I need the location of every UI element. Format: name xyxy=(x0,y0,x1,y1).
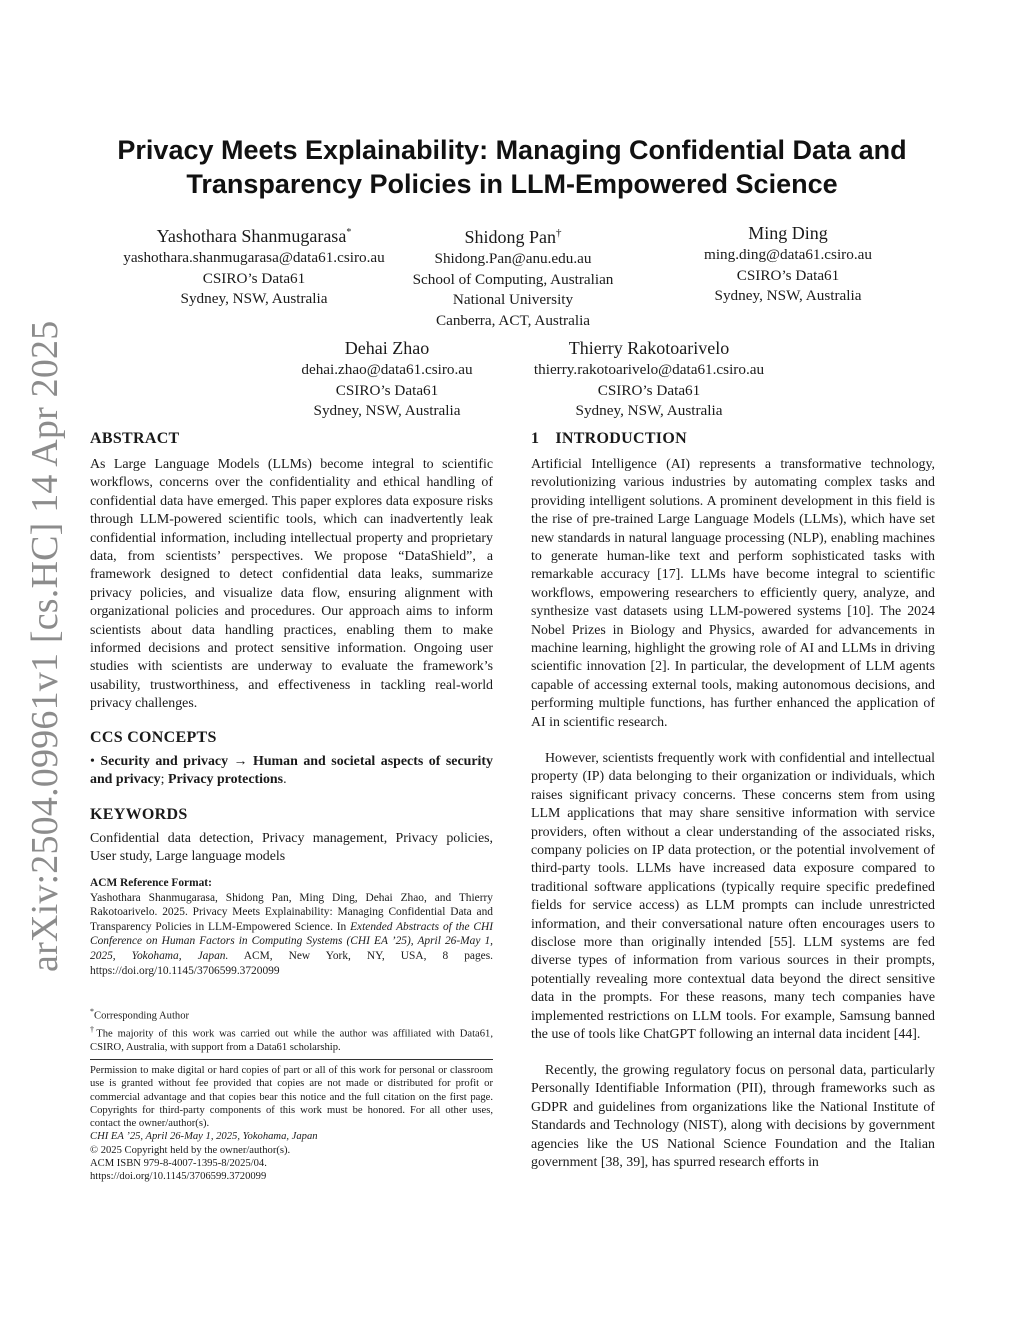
author-location: Canberra, ACT, Australia xyxy=(435,311,591,329)
author-block xyxy=(510,336,788,422)
author-email: ming.ding@data61.csiro.au xyxy=(704,246,872,263)
author-block xyxy=(262,336,512,422)
author-mark: * xyxy=(346,227,352,238)
section-title: INTRODUCTION xyxy=(555,430,687,447)
ccs-concept: Security and privacy xyxy=(100,754,229,769)
ccs-arrow: → xyxy=(233,754,248,769)
abstract-text: As Large Language Models (LLMs) become integral to scientific workflows, concerns over the confidentiality and ethical handling of confidential data have emerged. This paper explores data exposure risks through LLM-powered scientific tools, which can inadvertently leak confidential information, including intellectual property and proprietary data, from scientists’ perspectives. We propose “DataShield”, a framework designed to detect confidential data leaks, summarize privacy policies, and visualize data flow, ensuring alignment with organizational policies and procedures. Our approach aims to inform scientists about data handling practices, enabling them to make informed decisions and protect sensitive information. Ongoing user studies with scientists are underway to evaluate the framework’s usability, trustworthiness, and effectiveness in tackling real-world privacy challenges. xyxy=(90,457,493,712)
author-location: Sydney, NSW, Australia xyxy=(180,290,328,307)
ccs-separator: ; xyxy=(160,772,165,788)
ccs-concept: Human and societal aspects of security and privacy xyxy=(90,754,493,788)
acm-reference-text: Yashothara Shanmugarasa, Shidong Pan, Ming Ding, Dehai Zhao, and Thierry Rakotoarivelo. 2025. Privacy Meets Explainability: Managing Confidential Data and Transparency Policies in LLM-Empowered Science. In xyxy=(90,891,493,933)
ccs-bullet: • xyxy=(90,754,95,769)
author-affiliation: National University xyxy=(452,291,574,308)
keywords-heading: KEYWORDS xyxy=(90,806,188,823)
author-block xyxy=(390,221,636,331)
paper-title: Privacy Meets Explainability: Managing Confidential Data and Transparency Policies in LLM-Empowered Science xyxy=(117,135,907,199)
author-email: yashothara.shanmugarasa@data61.csiro.au xyxy=(123,249,385,266)
author-email: dehai.zhao@data61.csiro.au xyxy=(301,361,473,378)
keywords-text: Confidential data detection, Privacy management, Privacy policies, User study, Large language models xyxy=(90,831,493,865)
footnote-mark: † xyxy=(90,1024,97,1034)
ccs-concept: Privacy protections xyxy=(167,772,284,788)
author-block xyxy=(668,221,908,307)
acm-reference-text: ACM, New York, NY, USA, 8 pages. https://doi.org/10.1145/3706599.3720099 xyxy=(90,949,494,977)
permission-text: Permission to make digital or hard copies of part or all of this work for personal or classroom use is granted without fee provided that copies are not made or distributed for profit or commercial advantage and that copies bear this notice and the full citation on the first page. Copyrights for third-party components of this work must be honored. For all other uses, contact the owner/author(s). xyxy=(90,1065,493,1130)
author-email: thierry.rakotoarivelo@data61.csiro.au xyxy=(533,361,765,378)
permission-divider xyxy=(90,1059,493,1060)
acm-reference xyxy=(90,876,493,978)
author-location: Sydney, NSW, Australia xyxy=(575,402,723,419)
intro-paragraph: However, scientists frequently work with confidential and intellectual property (IP) data belonging to their organization or individuals, which raises significant privacy concerns. These concerns stem from using LLM applications that may share sensitive information with service providers, often without a clear understanding of the associated risks, company policies on IP data protection, or the potential involvement of third-party tools. LLMs have increased data exposure compared to traditional software applications (typically require specific predefined fields for service access) as LLM prompts can include unrestricted information, and their conversational nature often encourages users to disclose more than originally intended [55]. LLM systems are fed diverse types of information from various sources in their prompts, potentially revealing more contextual data beyond the direct sensitive data in the prompts. For these reasons, many tech companies have implemented restrictions on LLM tools. For example, Samsung banned the use of tools like ChatGPT following an internal data incident [44]. xyxy=(531,751,935,1043)
permission-block xyxy=(90,1064,493,1184)
author-name: Yashothara Shanmugarasa xyxy=(156,226,347,246)
section-number: 1 xyxy=(531,430,540,447)
author-email: Shidong.Pan@anu.edu.au xyxy=(434,250,592,267)
introduction-heading xyxy=(531,430,687,448)
abstract-heading: ABSTRACT xyxy=(90,430,180,447)
footnote-text: Corresponding Author xyxy=(94,1010,190,1022)
author-name: Thierry Rakotoarivelo xyxy=(568,338,730,358)
intro-paragraph: Artificial Intelligence (AI) represents a transformative technology, revolutionizing various industries by automating complex tasks and providing intelligent solutions. A prominent development in this field is the rise of pre-trained Large Language Models (LLMs), which have set new standards in natural language processing (NLP), enabling machines to generate human-like text and perform sophisticated tasks with remarkable accuracy [17]. LLMs have become integral to scientific workflows, empowering researchers to efficiently query, analyze, and synthesize vast datasets using LLM-powered systems [10]. The 2024 Nobel Prizes in Biology and Physics, awarded for advancements in machine learning, highlight the growing role of AI and LLMs in driving scientific innovation [2]. In particular, the development of LLM agents capable of accessing external tools, making autonomous decisions, and performing multiple functions, has further enhanced the application of AI in scientific research. xyxy=(531,457,935,730)
author-name: Ming Ding xyxy=(748,223,828,243)
acm-reference-heading: ACM Reference Format: xyxy=(90,877,212,889)
ccs-end: . xyxy=(283,772,287,788)
copyright-notice: © 2025 Copyright held by the owner/author(s). xyxy=(90,1144,291,1156)
author-location: Sydney, NSW, Australia xyxy=(313,402,461,419)
intro-paragraph: Recently, the growing regulatory focus on personal data, particularly Personally Identifiable Information (PII), through frameworks such as GDPR and guidelines from organizations like the National Institute of Standards and Technology (NIST), along with decisions by government agencies like the US National Science Foundation and the Italian government [38, 39], has spurred research efforts in xyxy=(531,1063,935,1171)
author-affiliation: CSIRO’s Data61 xyxy=(335,381,439,399)
footnote-mark: * xyxy=(90,1007,94,1016)
author-block xyxy=(104,221,404,310)
author-affiliation: CSIRO’s Data61 xyxy=(597,381,701,399)
ccs-heading: CCS CONCEPTS xyxy=(90,729,217,746)
permission-venue: CHI EA ’25, April 26-May 1, 2025, Yokohama, Japan xyxy=(90,1131,318,1143)
author-affiliation: CSIRO’s Data61 xyxy=(736,266,840,284)
ccs-concepts xyxy=(90,753,493,790)
isbn: ACM ISBN 979-8-4007-1395-8/2025/04. xyxy=(90,1158,267,1170)
author-location: Sydney, NSW, Australia xyxy=(714,287,862,304)
author-affiliation: CSIRO’s Data61 xyxy=(202,269,306,287)
author-affiliation: School of Computing, Australian xyxy=(412,270,614,288)
footnote-text: The majority of this work was carried out while the author was affiliated with Data61, CSIRO, Australia, with support from a Data61 scholarship. xyxy=(90,1028,494,1053)
arxiv-identifier: arXiv:2504.09961v1 [cs.HC] 14 Apr 2025 xyxy=(24,320,66,972)
footnotes xyxy=(90,1005,493,1054)
author-name: Shidong Pan xyxy=(464,227,556,247)
doi-link[interactable]: https://doi.org/10.1145/3706599.3720099 xyxy=(90,1171,267,1183)
acm-reference-venue: Extended Abstracts of the CHI Conference on Human Factors in Computing Systems (CHI EA ’25), April 26-May 1, 2025, Yokohama, Japan. xyxy=(90,920,493,962)
author-name: Dehai Zhao xyxy=(344,338,430,358)
author-mark: † xyxy=(556,227,562,239)
